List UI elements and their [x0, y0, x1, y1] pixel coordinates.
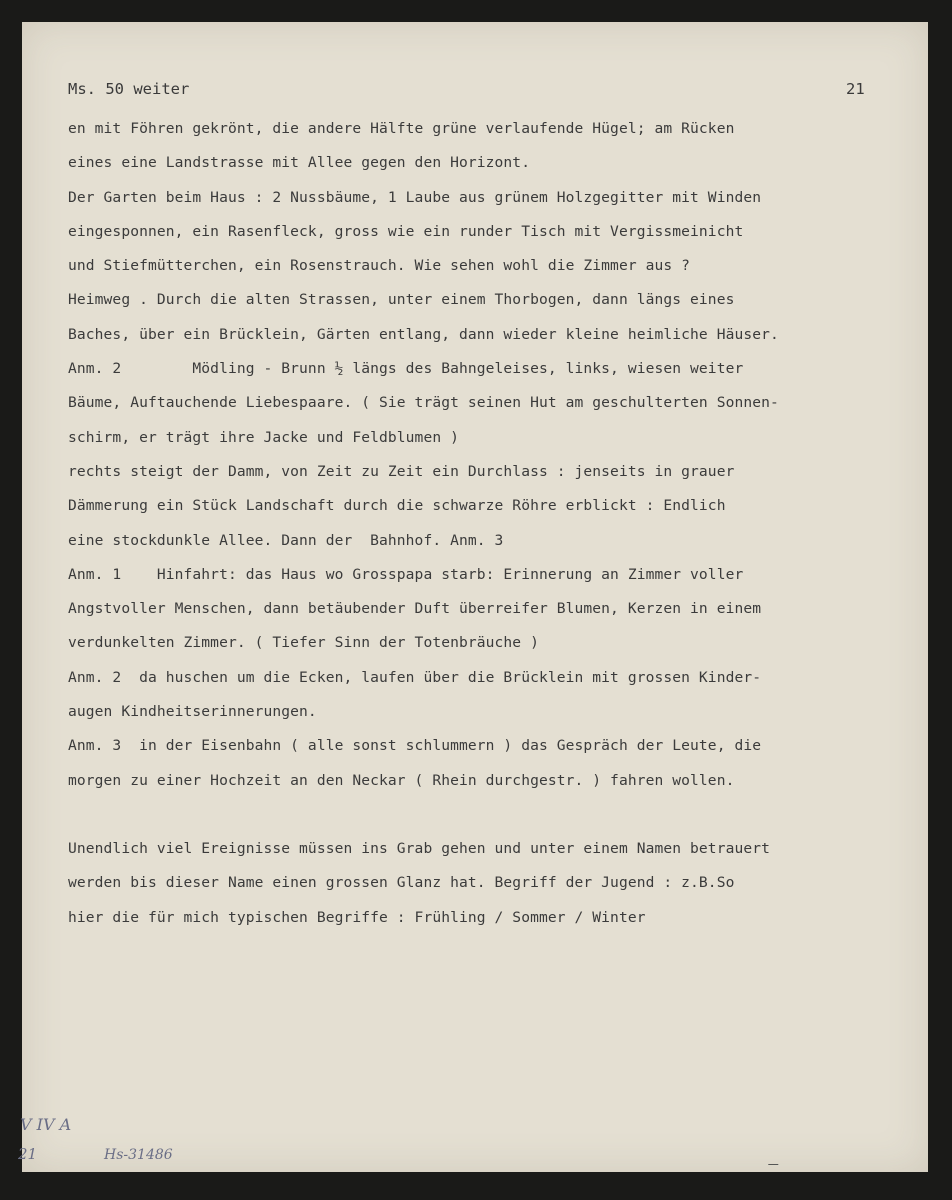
text-line: und Stiefmütterchen, ein Rosenstrauch. Wie sehen wohl die Zimmer aus ?: [68, 257, 691, 275]
text-line: eine stockdunkle Allee. Dann der Bahnhof. Anm. 3: [68, 531, 504, 549]
text-line: eingesponnen, ein Rasenfleck, gross wie ein runder Tisch mit Vergissmeinicht: [68, 222, 744, 240]
text-line: Anm. 3 in der Eisenbahn ( alle sonst schlummern ) das Gespräch der Leute, die: [68, 737, 762, 755]
text-line: verdunkelten Zimmer. ( Tiefer Sinn der Totenbräuche ): [68, 634, 539, 652]
text-line: Anm. 1 Hinfahrt: das Haus wo Grosspapa starb: Erinnerung an Zimmer voller: [68, 565, 744, 583]
text-line: schirm, er trägt ihre Jacke und Feldblumen ): [68, 428, 459, 446]
text-line: werden bis dieser Name einen grossen Glanz hat. Begriff der Jugend : z.B.So: [68, 874, 735, 892]
page-number: 21: [846, 80, 865, 98]
text-line: en mit Föhren gekrönt, die andere Hälfte grüne verlaufende Hügel; am Rücken: [68, 120, 735, 137]
text-line: Dämmerung ein Stück Landschaft durch die schwarze Röhre erblickt : Endlich: [68, 497, 726, 515]
text-line: Baches, über ein Brücklein, Gärten entlang, dann wieder kleine heimliche Häuser.: [68, 325, 779, 343]
text-line: hier die für mich typischen Begriffe : Frühling / Sommer / Winter: [68, 908, 646, 926]
folio-number: 21: [18, 1145, 38, 1163]
text-line: Unendlich viel Ereignisse müssen ins Grab gehen und unter einem Namen betrauert: [68, 839, 771, 857]
body-text: [68, 112, 898, 935]
text-line: morgen zu einer Hochzeit an den Neckar ( Rhein durchgestr. ) fahren wollen.: [68, 771, 735, 789]
archive-mark: V IV A: [20, 1115, 72, 1134]
text-line: augen Kindheitserinnerungen.: [68, 703, 317, 721]
text-line: eines eine Landstrasse mit Allee gegen den Horizont.: [68, 154, 531, 172]
text-line: Anm. 2 da huschen um die Ecken, laufen über die Brücklein mit grossen Kinder-: [68, 668, 762, 686]
text-line: Der Garten beim Haus : 2 Nussbäume, 1 Laube aus grünem Holzgegitter mit Winden: [68, 188, 762, 206]
shelfmark: Hs-31486: [104, 1147, 173, 1163]
text-line: Heimweg . Durch die alten Strassen, unter einem Thorbogen, dann längs eines: [68, 291, 735, 309]
manuscript-heading: Ms. 50 weiter: [68, 80, 190, 98]
text-line: Bäume, Auftauchende Liebespaare. ( Sie trägt seinen Hut am geschulterten Sonnen-: [68, 394, 779, 412]
text-line: Anm. 2 Mödling - Brunn ½ längs des Bahngeleises, links, wiesen weiter: [68, 360, 744, 378]
text-line: rechts steigt der Damm, von Zeit zu Zeit ein Durchlass : jenseits in grauer: [68, 462, 735, 480]
text-line: Angstvoller Menschen, dann betäubender Duft überreifer Blumen, Kerzen in einem: [68, 600, 762, 618]
paragraph-gap: [68, 798, 898, 832]
